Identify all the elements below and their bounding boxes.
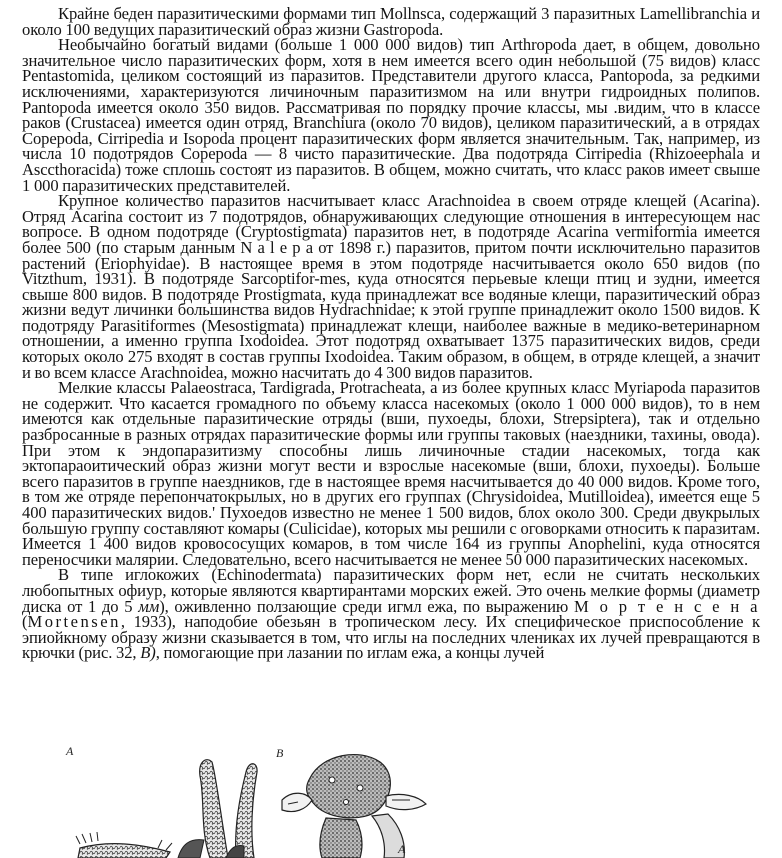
figure-label-b-sub: A [398,842,406,856]
figure-illustration [60,740,440,858]
paragraph-text: ), оживленно ползающие среди игмл ежа, по выражению [159,596,574,616]
figure-32-partial [60,740,440,858]
author-name-latin: Mortensen [27,612,121,632]
paragraph-echinodermata [22,567,760,661]
paragraph-text: Мелкие классы Palaeostraca, Tardigrada, Protracheata, а из более крупных класс Myriapoda паразитов не содержит. Что касается громадного по объему класса насекомых (около 1 000 000 видов), то в нем имеются как отдельные паразитические отряды (вши, пухоеды, блохи, Strepsiptera), так и отдельно разбросанные в разных отрядах паразитические формы или группы таковых (наездники, тахины, овода). При этом к эндопаразитизму способны лишь личиночные стадии насекомых, тогда как эктопараоитический образ жизни могут вести и взрослые насекомые (вши, блохи, пухоеды). Больше всего паразитов в группе наездников, где в настоящее время насчитывается до 40 000 видов. Кроме того, в том же отряде перепончатокрылых, но в других его группах (Chrysidoidea, Mutilloidea), имеется еще 5 400 паразитических видов.' Пухоедов известно не менее 1 500 видов, блох около 300. Среди двукрылых большую группу составляют комары (Culicidae), которых мы решили с оговорками относить к паразитам. Имеется 1 400 видов кровососущих комаров, в том числе 164 из группы Anophelini, куда относятся переносчики малярии. Следовательно, всего насчитывается не менее 50 000 паразитических насекомых. [22,378,760,569]
figure-label-b: B [276,746,284,760]
paragraph-text: ( [22,612,28,632]
paragraph-text: Крупное количество паразитов насчитывает класс Arachnoidea в своем отряде клещей (Acarina). Отряд Acarina состоит из 7 подотрядов, обнаруживающих следующие отношения в интересующем нас вопросе. В одном подотряде (Cryptostigmata) паразитов нет, в подотряде Acarina vermiformia имеется более 500 (по старым данным N a l e p a от 1898 г.) паразитов, притом почти исключительно паразитов растений (Eriophyidae). В настоящее время в этом подотряде насчитывается около 650 видов (по Vitzthum, 1931). В подотряде Sarcoptifor-mes, куда относятся перьевые клещи птиц и зудни, имеется свыше 800 видов. В подотряде Prostigmata, куда принадлежат все водяные клещи, паразитический образ жизни ведут личинки большинства видов Hydrachnidae; к этой группе принадлежит около 1500 видов. К подотряду Parasitiformes (Mesostigmata) принадлежат клещи, наиболее важные в медико-ветеринарном отношении, а именно группа Ixodoidea. Этот подотряд охватывает 1375 паразитических видов, среди которых около 275 входят в состав группы Ixodoidea. Таким образом, в общем, в отряде клещей, а значит и во всем классе Arachnoidea, можно насчитать до 4 300 видов паразитов. [22,191,760,382]
paragraph-insects [22,380,760,567]
document-page [22,6,760,661]
author-name-russian: М о р т е н с е н а [573,596,760,616]
paragraph-mollusca [22,6,760,37]
ophiuroid-arms-drawing [76,760,257,858]
paragraph-text: , 1933), наподобие обезьян в тропическом лесу. Их специфическое приспособление к эпиойкному образу жизни сказывается в том, что иглы на последних члениках их лучей превращаются в крючки (рис. 32, [22,612,760,663]
paragraph-text: Крайне беден паразитическими формами тип Mollnsca, содержащий 3 паразитных Lamellibranchia и около 100 ведущих паразитический образ жизни Gastropoda. [22,4,760,39]
paragraph-arthropoda [22,37,760,193]
unit-mm: мм [138,596,160,616]
figure-reference: В) [140,643,156,663]
paragraph-text: , помогающие при лазании по иглам ежа, а концы лучей [155,643,545,663]
paragraph-arachnoidea [22,193,760,380]
figure-label-a: A [66,744,74,758]
paragraph-text: В типе иглокожих (Echinodermata) паразитических форм нет, если не считать нескольких любопытных офиур, которые являются квартирантами морских ежей. Это очень мелкие формы (диаметр диска от 1 до 5 [22,565,760,616]
paragraph-text: Необычайно богатый видами (больше 1 000 000 видов) тип Arthropoda дает, в общем, довольно значительное число паразитических форм, хотя в нем имеется всего один небольшой (75 видов) класс Pentastomida, целиком состоящий из паразитов. Представители другого класса, Pantopoda, за редкими исключениями, характеризуются личиночным паразитизмом на или внутри гидроидных полипов. Pantopoda имеется около 350 видов. Рассматривая по порядку прочие классы, мы .видим, что в классе раков (Crustacea) имеется один отряд, Branchiura (около 70 видов), целиком паразитический, а в отрядах Copepoda, Cirripedia и Isopoda процент паразитических форм является значительным. Так, например, из числа 10 подотрядов Copepoda — 8 чисто паразитические. Два подотряда Cirripedia (Rhizoeephala и Asccthoracida) тоже сплошь состоят из паразитов. В общем, можно считать, что класс раков имеет свыше 1 000 паразитических представителей. [22,35,760,195]
